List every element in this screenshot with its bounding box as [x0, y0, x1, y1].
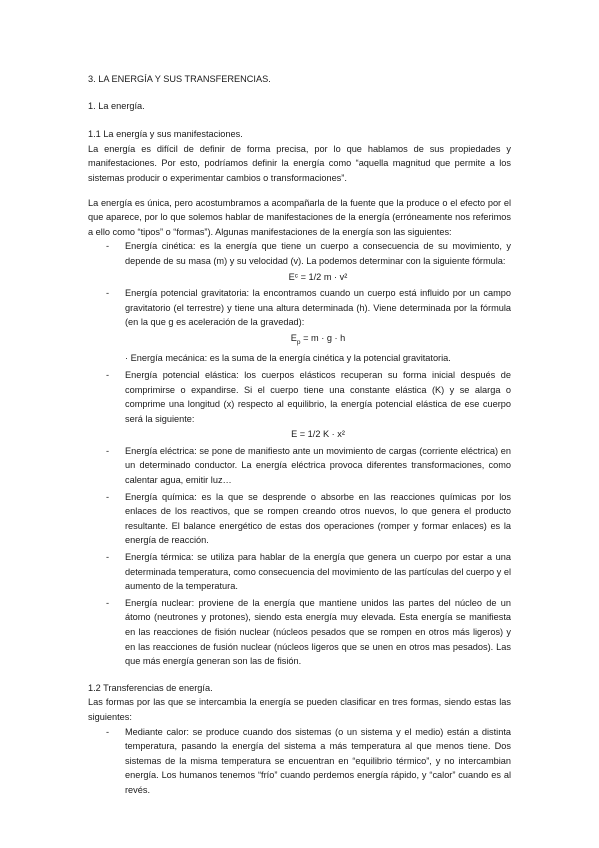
section-heading-energia: 1. La energía. [88, 100, 145, 111]
list-item [88, 550, 511, 594]
list-item-extra: · Energía mecánica: es la suma de la energía cinética y la potencial gravitatoria. [125, 353, 451, 364]
formula-rest: = m · g · h [300, 332, 346, 343]
manifestations-list [88, 239, 511, 668]
list-item [88, 286, 511, 366]
formula: Eᶜ = 1/2 m · v² [288, 271, 348, 282]
document-title: 3. LA ENERGÍA Y SUS TRANSFERENCIAS. [88, 74, 271, 84]
list-item-text: - Energía química: es la que se desprende o absorbe en las reacciones químicas por los enlaces de los reactivos, que se rompen creando otros nuevos, lo que genera el producto resultante. El balance energético de estas dos operaciones (romper y formar enlaces) es la energía de reacción. [125, 491, 511, 546]
list-item-text: - Energía potencial gravitatoria: la encontramos cuando un cuerpo está influido por un campo gravitatorio (el terrestre) y tiene una altura determinada (h). Viene determinada por la fórmula (en la que g es aceleración de la gravedad): [125, 288, 511, 328]
list-item-text: - Energía nuclear: proviene de la energía que mantiene unidos las partes del núcleo de un átomo (neutrones y protones), siendo esta energía muy elevada. Esta energía se manifiesta en las reacciones de fisión nuclear (núcleos pesados que se rompen en otros más ligeros) y en las reacciones de fusión nuclear (núcleos ligeros que se unen en otros mas pesados). Las que más energía generan son las de fisión. [125, 597, 511, 667]
list-item [88, 368, 511, 442]
subsection-heading-1-1: 1.1 La energía y sus manifestaciones. [88, 129, 243, 140]
subsection-heading-1-2: 1.2 Transferencias de energía. [88, 682, 213, 693]
formula-subscript: p [296, 338, 301, 346]
formula [125, 331, 511, 350]
formula: E = 1/2 K · x² [291, 429, 345, 440]
paragraph-manifestations: La energía es única, pero acostumbramos a acompañarla de la fuente que la produce o el efecto por el que aparece, por lo que solemos hablar de manifestaciones de la energía (erróneamente nos referimos a ello como “tipos” o “formas”). Algunas manifestaciones de la energía son las siguientes: [88, 197, 511, 237]
list-item-text: - Energía eléctrica: se pone de manifiesto ante un movimiento de cargas (corriente eléctrica) en un determinado conductor. La energía eléctrica provoca diferentes transformaciones, como calentar agua, emitir luz… [125, 445, 511, 486]
list-item [88, 444, 511, 488]
list-item-text: - Energía cinética: es la energía que tiene un cuerpo a consecuencia de su movimiento, y depende de su masa (m) y su velocidad (v). La podemos determinar con la siguiente fórmula: [125, 241, 511, 266]
list-item-text: - Energía potencial elástica: los cuerpos elásticos recuperan su forma inicial después de comprimirse o expandirse. Si el cuerpo tiene una constante elástica (K) y se alarga o comprime una longitud (x) respecto al equilibrio, la energía potencial elástica de ese cuerpo será la siguiente: [125, 369, 511, 424]
paragraph-transfers: Las formas por las que se intercambia la energía se pueden clasificar en tres formas, siendo estas las siguientes: [88, 697, 511, 722]
list-item [88, 725, 511, 798]
list-item [88, 596, 511, 669]
paragraph-definition: La energía es difícil de definir de forma precisa, por lo que hablamos de sus propiedades y manifestaciones. Por esto, podríamos definir la energía como “aquella magnitud que permite a los sistemas producir o experimentar cambios o transformaciones”. [88, 143, 511, 183]
list-item [88, 239, 511, 284]
transfers-list [88, 725, 511, 798]
formula-symbol: E [290, 332, 297, 343]
list-item-text: - Mediante calor: se produce cuando dos sistemas (o un sistema y el medio) están a distinta temperatura, pasando la energía del sistema a más temperatura al que menos tiene. Dos sistemas de la misma temperatura se encuentran en “equilibrio térmico”, y no intercambian energía. Los humanos tenemos “frío” cuando perdemos energía rápido, y “calor” cuando es al revés. [125, 726, 511, 795]
list-item-text: - Energía térmica: se utiliza para hablar de la energía que genera un cuerpo por estar a una determinada temperatura, como consecuencia del movimiento de las partículas del cuerpo y el aumento de la temperatura. [125, 552, 511, 592]
list-item [88, 490, 511, 548]
